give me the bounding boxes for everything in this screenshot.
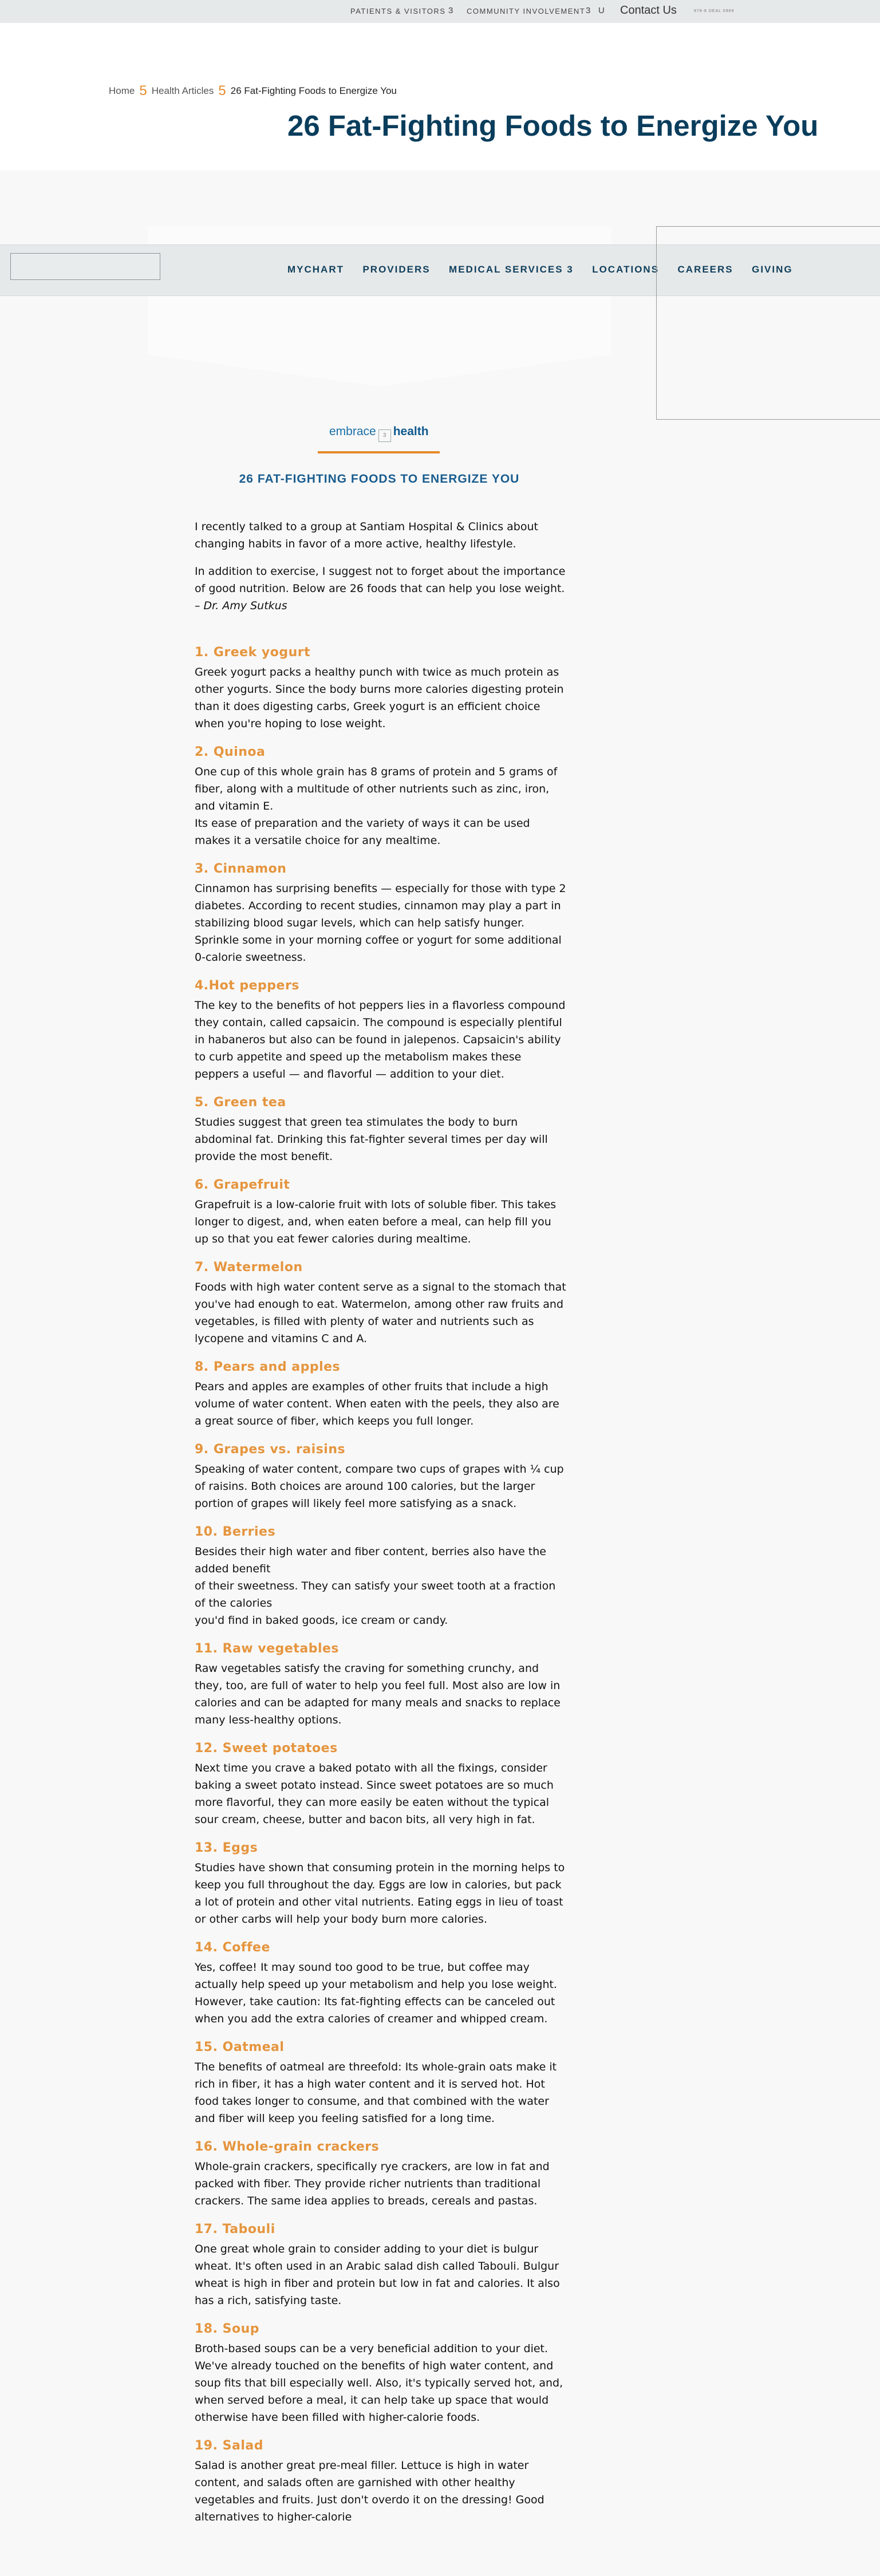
- divider: [318, 451, 440, 453]
- patients-visitors-link[interactable]: PATIENTS & VISITORS: [350, 7, 446, 15]
- item-body: Greek yogurt packs a healthy punch with twice as much protein as other yogurts. Since the body burns more calories digesting protein than it does digesting carbs, Greek yogurt is an efficient choice when you're hoping to lose weight.: [195, 666, 564, 730]
- list-item: [195, 644, 567, 732]
- breadcrumb-health-articles[interactable]: Health Articles: [151, 85, 214, 96]
- list-item: [195, 1740, 567, 1828]
- item-line: Besides their high water and fiber content, berries also have the added benefit: [195, 1545, 546, 1575]
- breadcrumb-current: 26 Fat-Fighting Foods to Energize You: [230, 85, 397, 96]
- list-item: [195, 1359, 567, 1430]
- item-body: One great whole grain to consider adding to your diet is bulgur wheat. It's often used in an Arabic salad dish called Tabouli. Bulgur wheat is high in fiber and protein but low in fat and calories. It also has a rich, satisfying taste.: [195, 2243, 560, 2307]
- item-body: Salad is another great pre-meal filler. Lettuce is high in water content, and salads often are garnished with other healthy vegetables and fruits. Just don't overdo it on the dressing! Good alternatives to higher-calorie: [195, 2459, 544, 2523]
- list-item: [195, 744, 567, 849]
- item-heading: 15. Oatmeal: [195, 2040, 285, 2054]
- nav-item-giving[interactable]: GIVING: [752, 264, 793, 275]
- item-body: The key to the benefits of hot peppers lies in a flavorless compound they contain, called capsaicin. The compound is especially plentiful in habaneros but also can be found in jalepenos. Capsaicin's ability to curb appetite and speed up the metabolism makes these peppers a useful — and flavorful — addition to your diet.: [195, 999, 566, 1080]
- item-heading: 18. Soup: [195, 2322, 260, 2336]
- list-item: [195, 1640, 567, 1729]
- item-heading: 1. Greek yogurt: [195, 645, 311, 660]
- breadcrumb: [109, 83, 397, 99]
- item-heading: 7. Watermelon: [195, 1260, 303, 1275]
- item-heading: 10. Berries: [195, 1525, 276, 1539]
- contact-arrow-icon[interactable]: U: [598, 6, 605, 15]
- item-line: you'd find in baked goods, ice cream or candy.: [195, 1614, 448, 1627]
- chevron-down-icon[interactable]: 3: [448, 6, 453, 15]
- logo-right: health: [393, 425, 429, 438]
- list-item: [195, 1939, 567, 2027]
- item-heading: 4.Hot peppers: [195, 979, 299, 993]
- list-item: [195, 1441, 567, 1512]
- page-title: 26 Fat-Fighting Foods to Energize You: [287, 109, 819, 142]
- item-body: Foods with high water content serve as a signal to the stomach that you've had enough to eat. Watermelon, among other raw fruits and vegetables, is filled with plenty of water and nutrients such as lycopene and vitamins C and A.: [195, 1281, 566, 1345]
- intro-text: In addition to exercise, I suggest not to forget about the importance of good nutrition. Below are 26 foods that can help you lose weight.: [195, 565, 566, 595]
- list-item: [195, 1840, 567, 1928]
- item-body: Its ease of preparation and the variety of ways it can be used makes it a versatile choice for any mealtime.: [195, 817, 530, 847]
- item-body: The benefits of oatmeal are threefold: Its whole-grain oats make it rich in fiber, it has a high water content and it is served hot. Hot food takes longer to consume, and that combined with the water and fiber will keep you feeling satisfied for a long time.: [195, 2061, 557, 2125]
- item-body: Studies have shown that consuming protein in the morning helps to keep you full throughout the day. Eggs are low in calories, but pack a lot of protein and other vital nutrients. Eating eggs in lieu of toast or other carbs will help your body burn more calories.: [195, 1861, 565, 1926]
- contact-us-link[interactable]: Contact Us: [620, 4, 677, 17]
- list-item: [195, 1524, 567, 1629]
- intro-paragraph: [195, 563, 567, 614]
- item-heading: 6. Grapefruit: [195, 1178, 290, 1192]
- item-body: Raw vegetables satisfy the craving for something crunchy, and they, too, are full of water to help you feel full. Most also are low in calories and can be adapted for many meals and snacks to replace many less-healthy options.: [195, 1662, 561, 1726]
- item-body: Speaking of water content, compare two cups of grapes with ¼ cup of raisins. Both choices are around 100 calories, but the larger portion of grapes will likely feel more satisfying as a snack.: [195, 1463, 564, 1510]
- tiny-text: 978-8 DEAL 0969: [694, 9, 735, 13]
- item-body: Grapefruit is a low-calorie fruit with lots of soluble fiber. This takes longer to digest, and, when eaten before a meal, can help fill you up so that you eat fewer calories during mealtime.: [195, 1198, 557, 1245]
- hero: [0, 23, 880, 170]
- logo-left: embrace: [329, 425, 376, 438]
- side-panel: [656, 226, 880, 420]
- list-item: [195, 2221, 567, 2309]
- item-body: One cup of this whole grain has 8 grams of protein and 5 grams of fiber, along with a multitude of other nutrients such as zinc, iron, and vitamin E.: [195, 766, 558, 812]
- list-item: [195, 977, 567, 1083]
- item-body: Whole-grain crackers, specifically rye crackers, are low in fat and packed with fiber. They provide richer nutrients than traditional crackers. The same idea applies to breads, cereals and pastas.: [195, 2160, 550, 2207]
- item-heading: 14. Coffee: [195, 1940, 270, 1955]
- top-utility-bar: [0, 0, 880, 23]
- item-body: Studies suggest that green tea stimulates the body to burn abdominal fat. Drinking this fat-fighter several times per day will provide the most benefit.: [195, 1116, 548, 1163]
- item-heading: 5. Green tea: [195, 1095, 286, 1110]
- breadcrumb-separator: 5: [218, 83, 226, 98]
- chevron-down-icon[interactable]: 3: [586, 6, 591, 15]
- list-item: [195, 2039, 567, 2127]
- breadcrumb-home[interactable]: Home: [109, 85, 135, 96]
- article-body: [195, 518, 567, 2537]
- item-heading: 16. Whole-grain crackers: [195, 2140, 380, 2154]
- article-title: 26 FAT-FIGHTING FOODS TO ENERGIZE YOU: [239, 472, 520, 486]
- list-item: [195, 2321, 567, 2426]
- nav-item-medical-services[interactable]: MEDICAL SERVICES 3: [449, 264, 574, 275]
- list-item: [195, 1094, 567, 1165]
- nav-item-mychart[interactable]: MYCHART: [287, 264, 344, 275]
- item-line: of their sweetness. They can satisfy your sweet tooth at a fraction of the calories: [195, 1580, 556, 1609]
- item-body: Broth-based soups can be a very beneficial addition to your diet. We've already touched on the benefits of high water content, and soup fits that bill especially well. Also, it's typically served hot, and, when served before a meal, it can help take up space that would otherwise have been filled with higher-calorie foods.: [195, 2342, 563, 2424]
- item-heading: 17. Tabouli: [195, 2222, 275, 2236]
- item-heading: 13. Eggs: [195, 1841, 258, 1855]
- item-heading: 19. Salad: [195, 2439, 263, 2453]
- search-input[interactable]: [10, 253, 160, 280]
- breadcrumb-separator: 5: [139, 83, 147, 98]
- item-heading: 2. Quinoa: [195, 745, 266, 759]
- list-item: [195, 2139, 567, 2210]
- item-heading: 9. Grapes vs. raisins: [195, 1442, 346, 1457]
- list-item: [195, 1259, 567, 1347]
- item-body: Yes, coffee! It may sound too good to be true, but coffee may actually help speed up your metabolism and help you lose weight. However, take caution: Its fat-fighting effects can be canceled out when you add the extra calories of creamer and whipped cream.: [195, 1961, 557, 2025]
- item-heading: 3. Cinnamon: [195, 862, 287, 876]
- list-item: [195, 1177, 567, 1248]
- item-heading: 11. Raw vegetables: [195, 1642, 339, 1656]
- item-body: Pears and apples are examples of other fruits that include a high volume of water content. When eaten with the peels, they also are a great source of fiber, which keeps you full longer.: [195, 1380, 559, 1427]
- nav-item-careers[interactable]: CAREERS: [677, 264, 733, 275]
- item-body: [195, 1543, 567, 1629]
- item-body: Cinnamon has surprising benefits — especially for those with type 2 diabetes. According to recent studies, cinnamon may play a part in stabilizing blood sugar levels, which can help satisfy hunger. Sprinkle some in your morning coffee or yogurt for some additional 0-calorie sweetness.: [195, 882, 566, 964]
- logo-mark: 3: [378, 429, 391, 442]
- embrace-health-logo: [329, 425, 429, 442]
- nav-item-providers[interactable]: PROVIDERS: [362, 264, 431, 275]
- intro-paragraph: I recently talked to a group at Santiam Hospital & Clinics about changing habits in favor of a more active, healthy lifestyle.: [195, 520, 538, 550]
- item-heading: 12. Sweet potatoes: [195, 1741, 338, 1756]
- community-involvement-link[interactable]: COMMUNITY INVOLVEMENT: [467, 7, 586, 15]
- nav-item-locations[interactable]: LOCATIONS: [592, 264, 660, 275]
- author: – Dr. Amy Sutkus: [195, 599, 287, 612]
- item-body: Next time you crave a baked potato with all the fixings, consider baking a sweet potato instead. Since sweet potatoes are so much more flavorful, they can more easily be eaten without the typical sour cream, cheese, butter and bacon bits, all very high in fat.: [195, 1762, 554, 1826]
- list-item: [195, 2437, 567, 2526]
- list-item: [195, 861, 567, 966]
- item-heading: 8. Pears and apples: [195, 1360, 341, 1374]
